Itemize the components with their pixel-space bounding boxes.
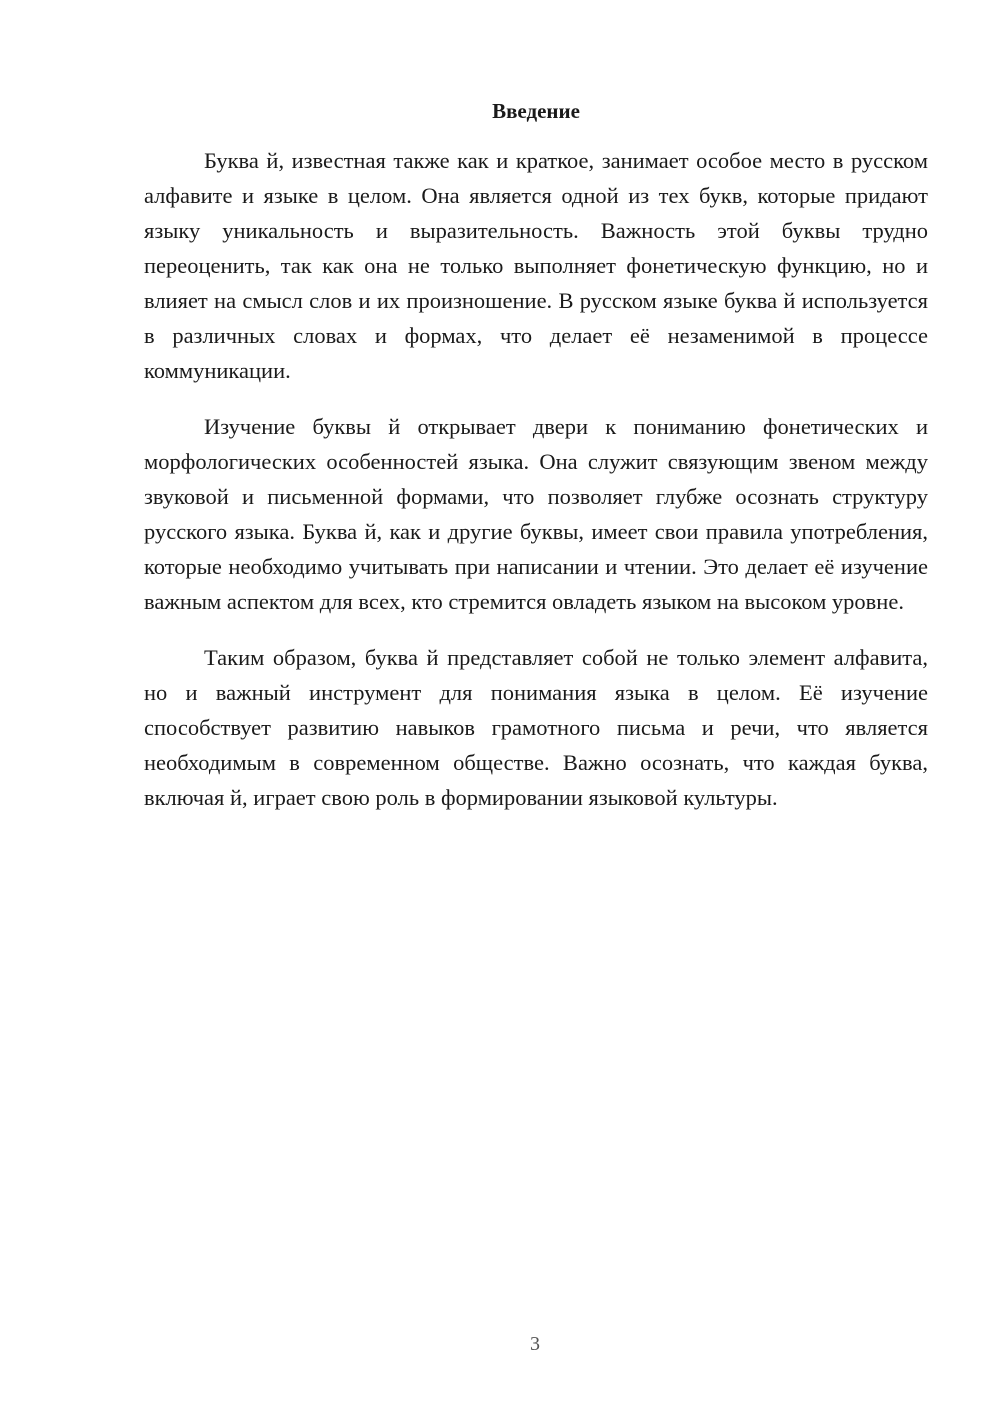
paragraph-2: Изучение буквы й открывает двери к пониманию фонетических и морфологических особенностей языка. Она служит связующим звеном между звуковой и письменной формами, что позволяет глубже осознать структуру русского языка. Буква й, как и другие буквы, имеет свои правила употребления, которые необходимо учитывать при написании и чтении. Это делает её изучение важным аспектом для всех, кто стремится овладеть языком на высоком уровне.	[144, 414, 928, 614]
section-title: Введение	[492, 99, 580, 123]
paragraph-3: Таким образом, буква й представляет собой не только элемент алфавита, но и важный инструмент для понимания языка в целом. Её изучение способствует развитию навыков грамотного письма и речи, что является необходимым в современном обществе. Важно осознать, что каждая буква, включая й, играет свою роль в формировании языковой культуры.	[144, 645, 928, 810]
page-content	[144, 95, 928, 836]
page-number: 3	[530, 1333, 540, 1355]
paragraph-1: Буква й, известная также как и краткое, занимает особое место в русском алфавите и языке в целом. Она является одной из тех букв, которые придают языку уникальность и выразительность. Важность этой буквы трудно переоценить, так как она не только выполняет фонетическую функцию, но и влияет на смысл слов и их произношение. В русском языке буква й используется в различных словах и формах, что делает её незаменимой в процессе коммуникации.	[144, 148, 928, 383]
